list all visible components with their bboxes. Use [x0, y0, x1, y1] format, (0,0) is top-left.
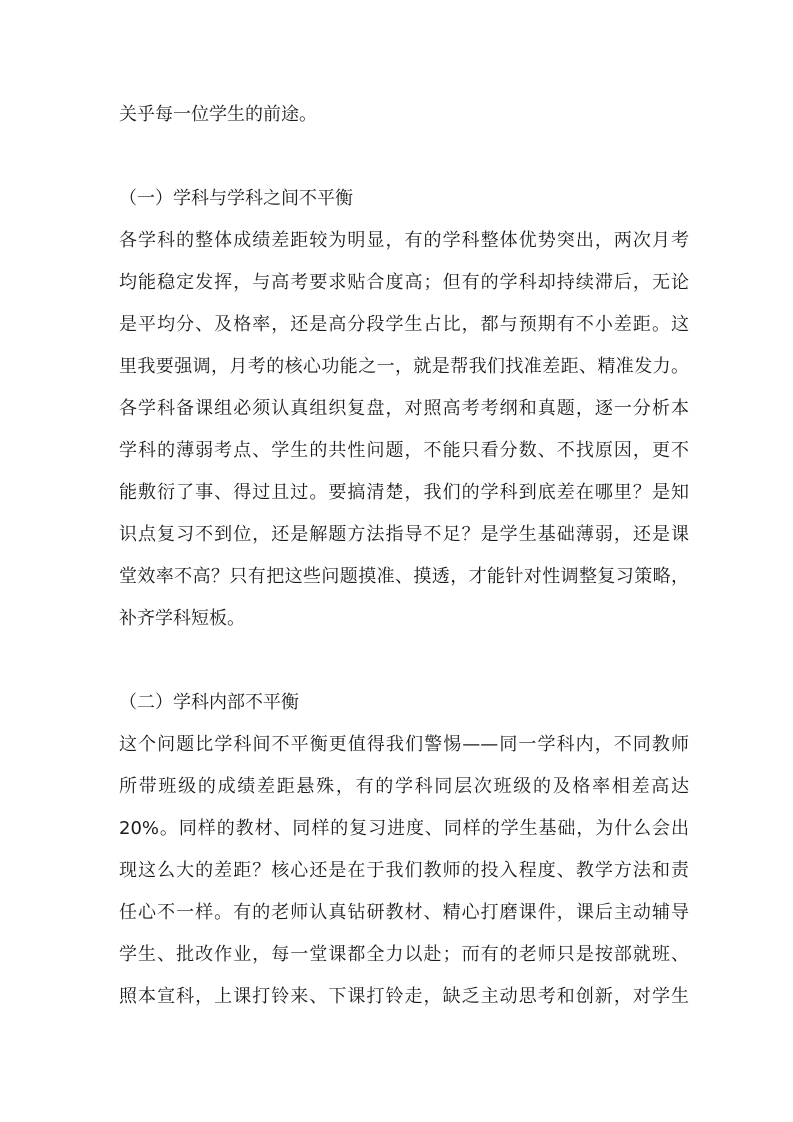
section-1-heading: （一）学科与学科之间不平衡: [119, 188, 353, 209]
paragraph-line: 堂效率不高？只有把这些问题摸准、摸透，才能针对性调整复习策略，: [119, 566, 689, 587]
paragraph-line: 现这么大的差距？核心还是在于我们教师的投入程度、教学方法和责: [119, 860, 689, 881]
paragraph-line: 20%。同样的教材、同样的复习进度、同样的学生基础，为什么会出: [119, 818, 689, 839]
paragraph-line: 各学科备课组必须认真组织复盘，对照高考考纲和真题，逐一分析本: [119, 398, 689, 419]
paragraph-line: 各学科的整体成绩差距较为明显，有的学科整体优势突出，两次月考: [119, 230, 689, 251]
paragraph-line: 补齐学科短板。: [119, 608, 245, 629]
opening-line: 关乎每一位学生的前途。: [119, 104, 317, 125]
paragraph-line: 照本宣科，上课打铃来、下课打铃走，缺乏主动思考和创新，对学生: [119, 986, 689, 1007]
paragraph-line: 是平均分、及格率，还是高分段学生占比，都与预期有不小差距。这: [119, 314, 689, 335]
paragraph-line: 所带班级的成绩差距悬殊，有的学科同层次班级的及格率相差高达: [119, 776, 689, 797]
paragraph-line: 这个问题比学科间不平衡更值得我们警惕——同一学科内，不同教师: [119, 734, 689, 755]
section-2-heading: （二）学科内部不平衡: [119, 692, 299, 713]
paragraph-line: 学生、批改作业，每一堂课都全力以赴；而有的老师只是按部就班、: [119, 944, 689, 965]
paragraph-line: 里我要强调，月考的核心功能之一，就是帮我们找准差距、精准发力。: [119, 356, 689, 377]
paragraph-line: 能敷衍了事、得过且过。要搞清楚，我们的学科到底差在哪里？是知: [119, 482, 689, 503]
paragraph-line: 学科的薄弱考点、学生的共性问题，不能只看分数、不找原因，更不: [119, 440, 689, 461]
paragraph-line: 均能稳定发挥，与高考要求贴合度高；但有的学科却持续滞后，无论: [119, 272, 689, 293]
paragraph-line: 识点复习不到位，还是解题方法指导不足？是学生基础薄弱，还是课: [119, 524, 689, 545]
paragraph-line: 任心不一样。有的老师认真钻研教材、精心打磨课件，课后主动辅导: [119, 902, 689, 923]
